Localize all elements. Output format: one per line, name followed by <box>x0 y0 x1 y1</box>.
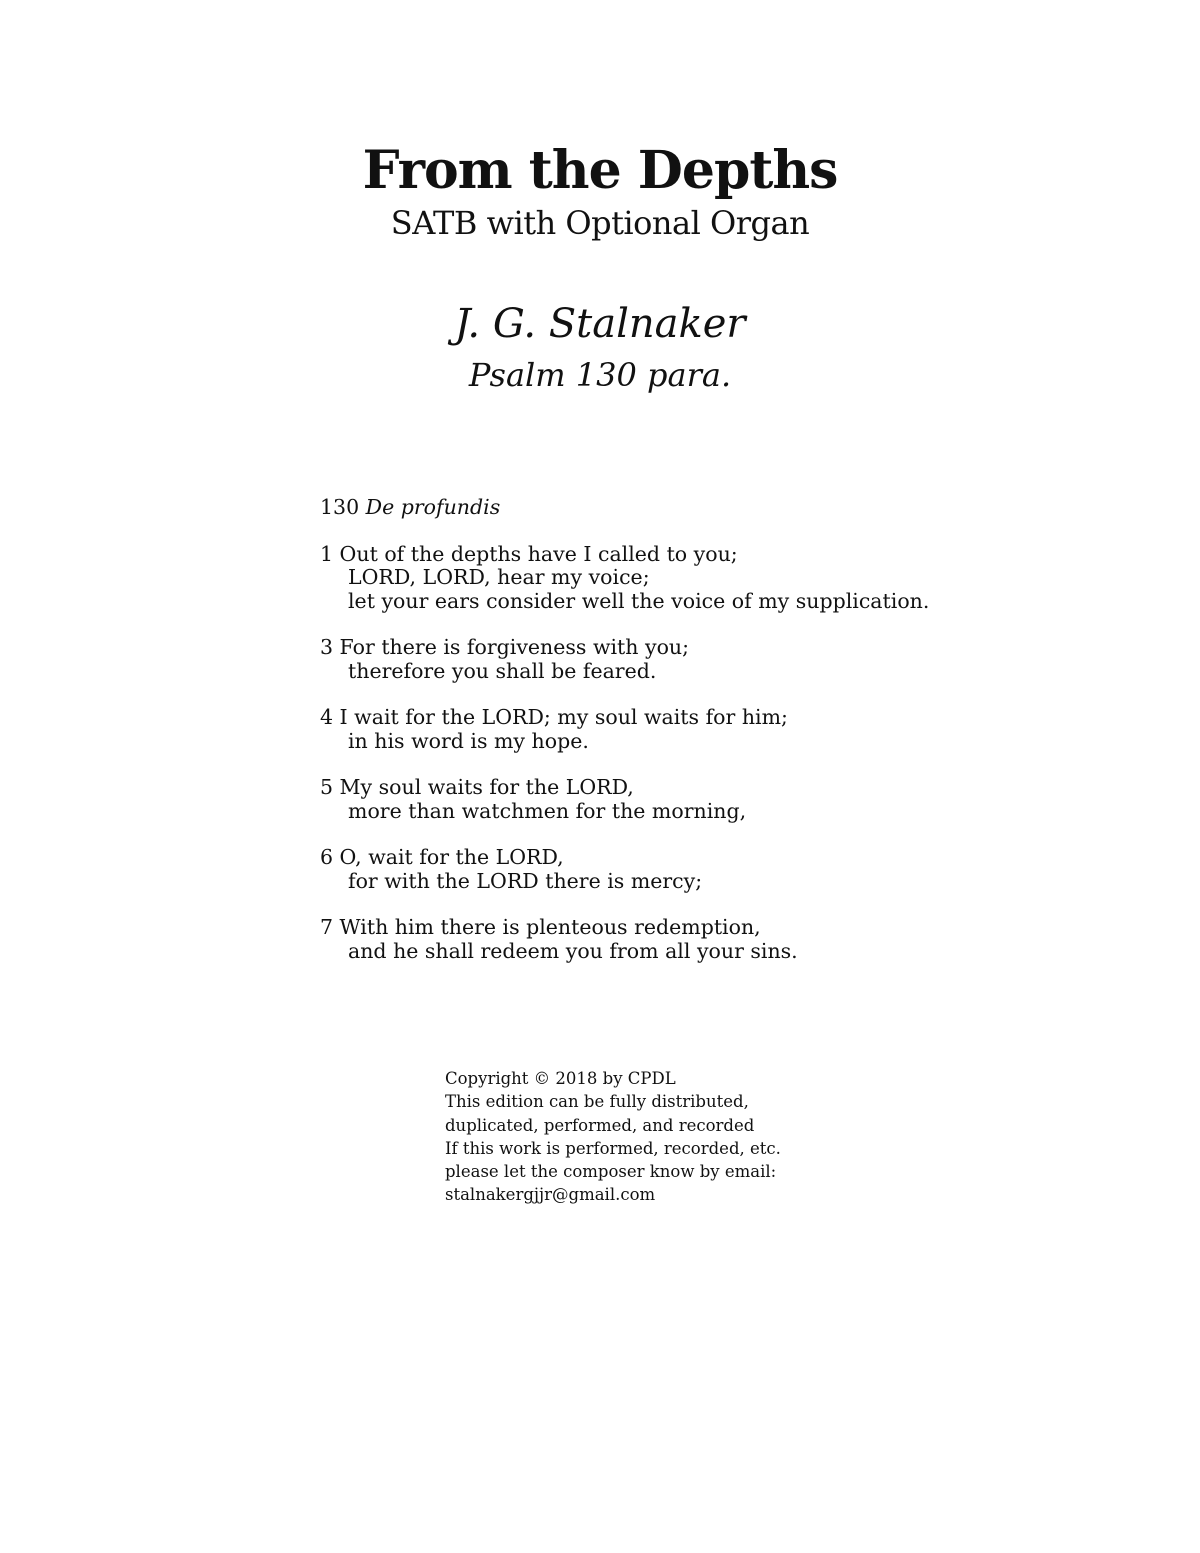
psalm-verse <box>320 706 1080 753</box>
composer-name: J. G. Stalnaker <box>454 301 746 347</box>
text-source: Psalm 130 para. <box>468 356 732 394</box>
psalm-verse <box>320 846 1080 893</box>
work-subtitle: SATB with Optional Organ <box>390 204 810 242</box>
verse-line: 5 My soul waits for the LORD, <box>320 775 634 799</box>
psalm-number: 130 <box>320 495 360 519</box>
psalm-text <box>320 496 1080 986</box>
verse-line: for with the LORD there is mercy; <box>348 868 703 893</box>
verse-line: 6 O, wait for the LORD, <box>320 845 564 869</box>
copyright-notice <box>445 1067 945 1207</box>
verse-line: 1 Out of the depths have I called to you; <box>320 541 738 566</box>
copyright-line: duplicated, performed, and recorded <box>445 1115 755 1135</box>
composer-email: stalnakergjjr@gmail.com <box>445 1185 656 1205</box>
verse-line: in his word is my hope. <box>348 728 589 753</box>
psalm-heading <box>320 496 1080 520</box>
verse-line: therefore you shall be feared. <box>348 658 657 683</box>
verse-line: 3 For there is forgiveness with you; <box>320 635 690 659</box>
psalm-verse <box>320 636 1080 683</box>
verse-line: more than watchmen for the morning, <box>348 798 747 823</box>
verse-line: and he shall redeem you from all your sins. <box>348 938 798 963</box>
psalm-verse <box>320 776 1080 823</box>
verse-line: 4 I wait for the LORD; my soul waits for him; <box>320 705 788 729</box>
psalm-verse <box>320 916 1080 963</box>
copyright-line: please let the composer know by email: <box>445 1162 777 1182</box>
psalm-latin-title: De profundis <box>365 495 501 519</box>
verse-line: LORD, LORD, hear my voice; <box>348 565 650 589</box>
copyright-line: This edition can be fully distributed, <box>445 1092 749 1112</box>
work-title: From the Depths <box>362 140 838 201</box>
verse-line: let your ears consider well the voice of my supplication. <box>348 588 930 613</box>
copyright-line: If this work is performed, recorded, etc. <box>445 1138 781 1158</box>
psalm-verse <box>320 543 1080 614</box>
verse-line: 7 With him there is plenteous redemption, <box>320 915 761 939</box>
copyright-line: Copyright © 2018 by CPDL <box>445 1069 676 1088</box>
